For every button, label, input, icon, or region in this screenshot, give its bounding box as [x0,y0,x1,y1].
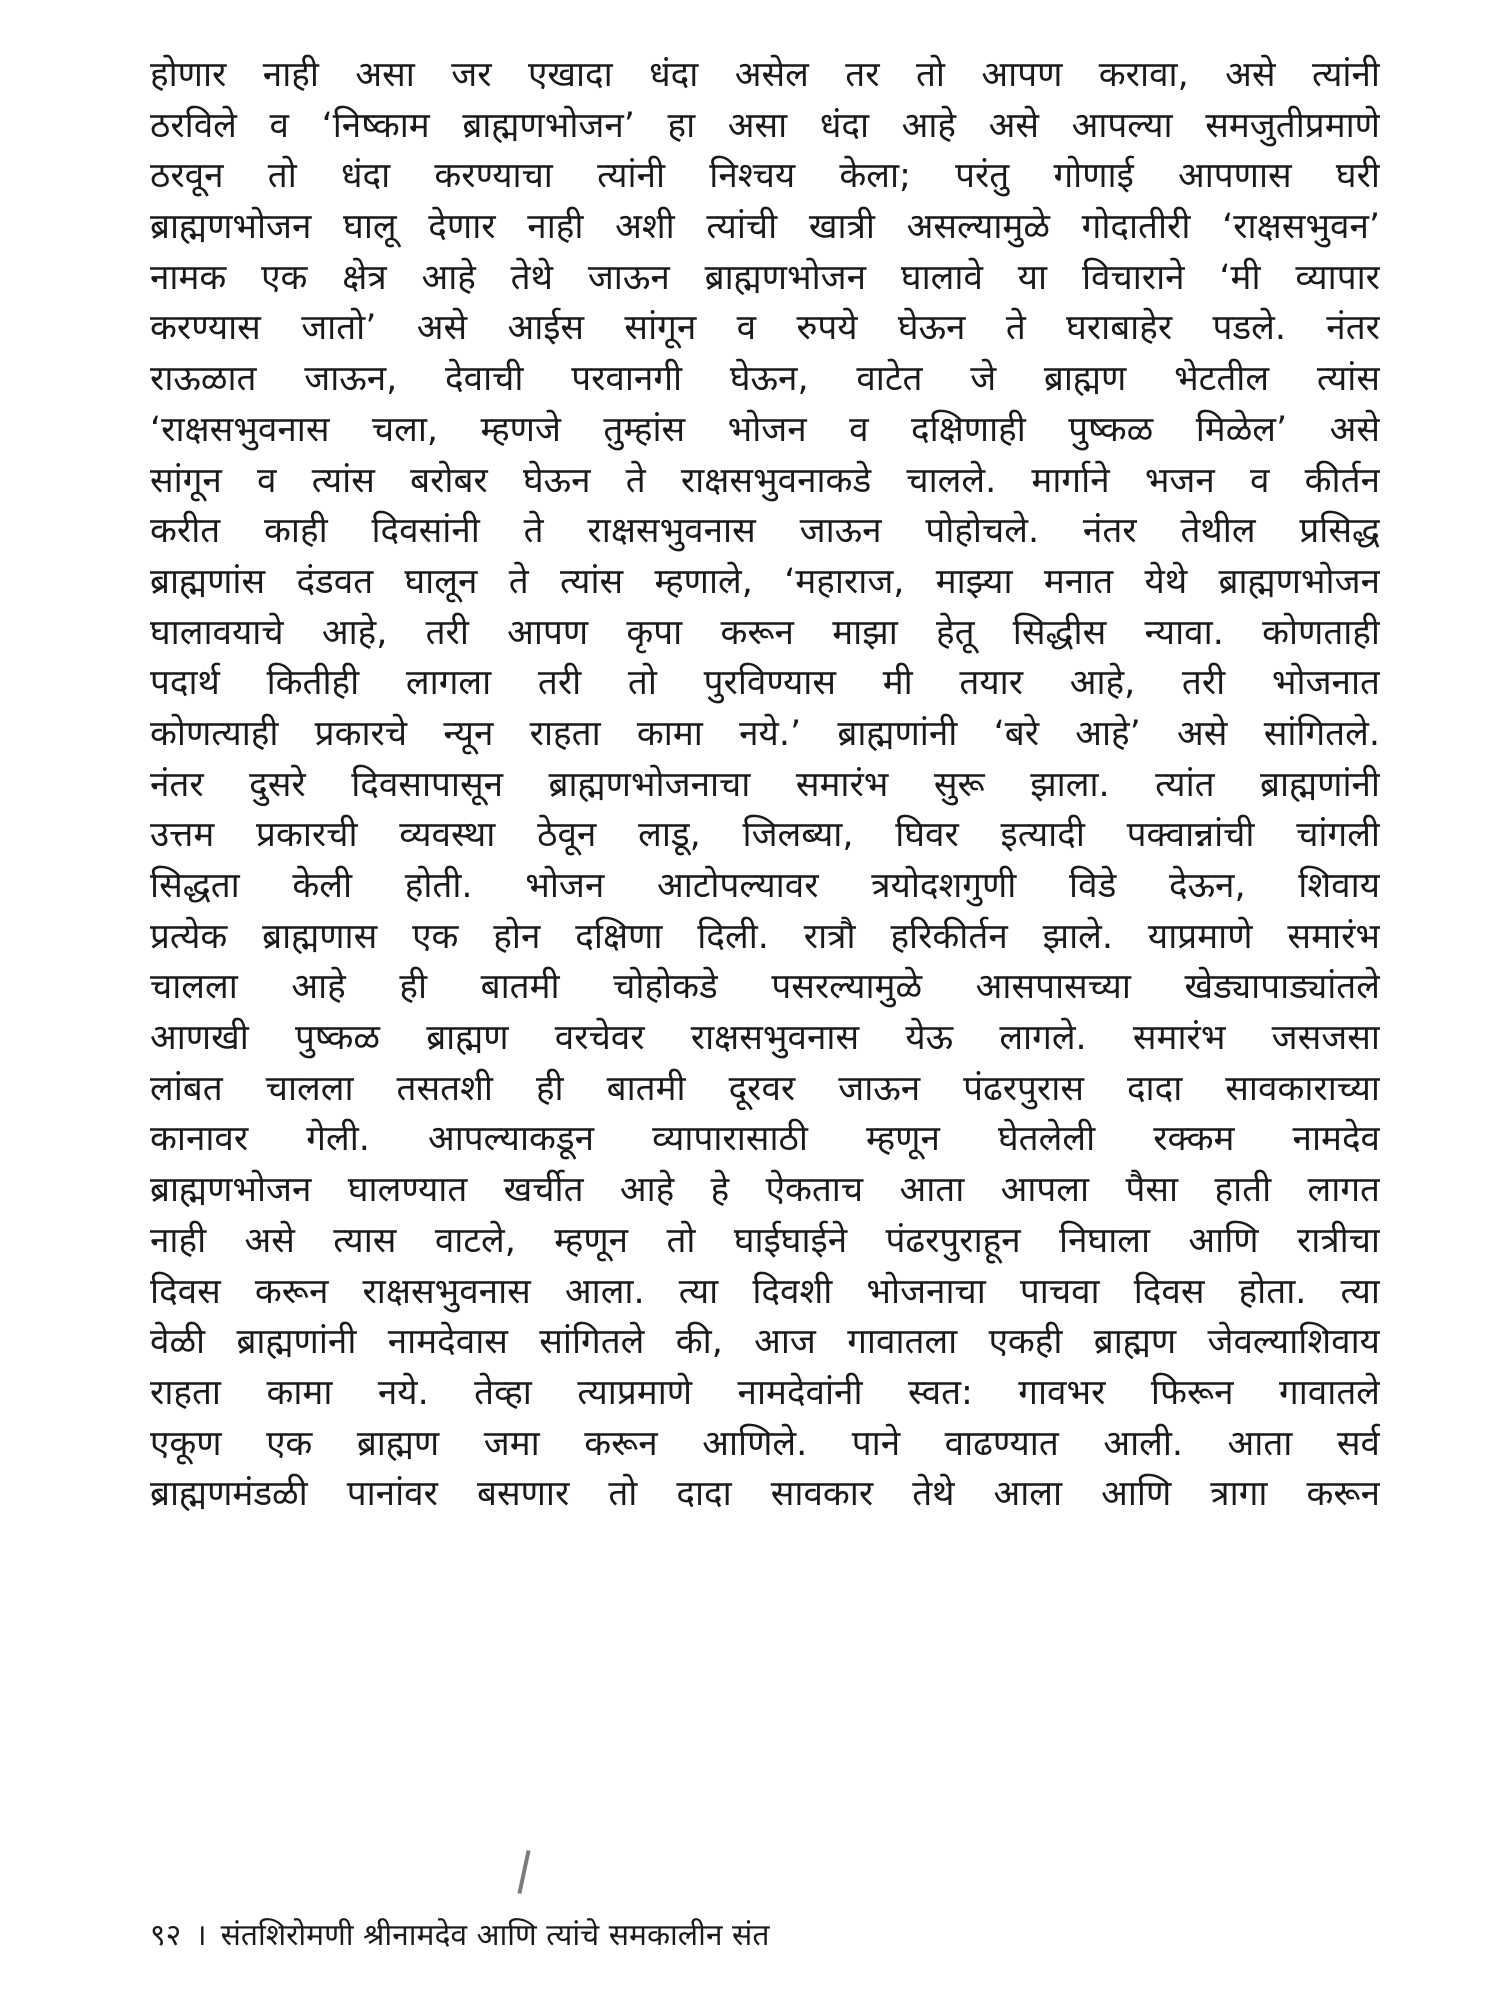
text-line: नाही असे त्यास वाटले, म्हणून तो घाईघाईने पंढरपुराहून निघाला आणि रात्रीचा [150,1220,1380,1261]
text-line: ठरविले व ‘निष्काम ब्राह्मणभोजन’ हा असा धंदा आहे असे आपल्या समजुतीप्रमाणे [150,105,1380,146]
text-line: घालावयाचे आहे, तरी आपण कृपा करून माझा हेतू सिद्धीस न्यावा. कोणताही [150,612,1380,653]
text-line: करण्यास जातो’ असे आईस सांगून व रुपये घेऊन ते घराबाहेर पडले. नंतर [150,308,1380,349]
text-line: वेळी ब्राह्मणांनी नामदेवास सांगितले की, आज गावातला एकही ब्राह्मण जेवल्याशिवाय [150,1322,1380,1363]
text-line: राहता कामा नये. तेव्हा त्याप्रमाणे नामदेवांनी स्वत: गावभर फिरून गावातले [150,1372,1380,1413]
text-line: होणार नाही असा जर एखादा धंदा असेल तर तो आपण करावा, असे त्यांनी [150,55,1380,95]
text-line: ब्राह्मणभोजन घालण्यात खर्चीत आहे हे ऐकताच आता आपला पैसा हाती लागत [150,1170,1380,1211]
footer-separator: । [195,1918,207,1953]
text-line: ‘राक्षसभुवनास चला, म्हणजे तुम्हांस भोजन व दक्षिणाही पुष्कळ मिळेल’ असे [150,409,1380,450]
text-line: राऊळात जाऊन, देवाची परवानगी घेऊन, वाटेत जे ब्राह्मण भेटतील त्यांस [150,359,1380,400]
text-line: कोणत्याही प्रकारचे न्यून राहता कामा नये.’ ब्राह्मणांनी ‘बरे आहे’ असे सांगितले. [150,713,1380,754]
text-line: ब्राह्मणमंडळी पानांवर बसणार तो दादा सावकार तेथे आला आणि त्रागा करून [150,1474,1380,1515]
page-footer [150,1912,1380,1960]
text-line: नामक एक क्षेत्र आहे तेथे जाऊन ब्राह्मणभोजन घालावे या विचाराने ‘मी व्यापार [150,257,1380,298]
text-line: उत्तम प्रकारची व्यवस्था ठेवून लाडू, जिलब्या, घिवर इत्यादी पक्वान्नांची चांगली [150,815,1380,856]
text-line: आणखी पुष्कळ ब्राह्मण वरचेवर राक्षसभुवनास येऊ लागले. समारंभ जसजसा [150,1018,1380,1059]
text-line: सांगून व त्यांस बरोबर घेऊन ते राक्षसभुवनाकडे चालले. मार्गाने भजन व कीर्तन [150,460,1380,501]
text-line: नंतर दुसरे दिवसापासून ब्राह्मणभोजनाचा समारंभ सुरू झाला. त्यांत ब्राह्मणांनी [150,764,1380,805]
text-line: पदार्थ कितीही लागला तरी तो पुरविण्यास मी तयार आहे, तरी भोजनात [150,663,1380,704]
text-line: प्रत्येक ब्राह्मणास एक होन दक्षिणा दिली. रात्रौ हरिकीर्तन झाले. याप्रमाणे समारंभ [150,916,1380,957]
text-line: एकूण एक ब्राह्मण जमा करून आणिले. पाने वाढण्यात आली. आता सर्व [150,1423,1380,1464]
text-line: सिद्धता केली होती. भोजन आटोपल्यावर त्रयोदशगुणी विडे देऊन, शिवाय [150,866,1380,906]
text-line: दिवस करून राक्षसभुवनास आला. त्या दिवशी भोजनाचा पाचवा दिवस होता. त्या [150,1271,1380,1312]
stray-pen-mark [517,1850,530,1894]
text-line: चालला आहे ही बातमी चोहोकडे पसरल्यामुळे आसपासच्या खेड्यापाड्यांतले [150,967,1380,1008]
text-line: ब्राह्मणभोजन घालू देणार नाही अशी त्यांची खात्री असल्यामुळे गोदातीरी ‘राक्षसभुवन’ [150,207,1380,248]
text-line: ठरवून तो धंदा करण्याचा त्यांनी निश्चय केला; परंतु गोणाई आपणास घरी [150,156,1380,197]
text-line: लांबत चालला तसतशी ही बातमी दूरवर जाऊन पंढरपुरास दादा सावकाराच्या [150,1068,1380,1109]
text-line: ब्राह्मणांस दंडवत घालून ते त्यांस म्हणाले, ‘महाराज, माझ्या मनात येथे ब्राह्मणभोजन [150,561,1380,602]
text-line: करीत काही दिवसांनी ते राक्षसभुवनास जाऊन पोहोचले. नंतर तेथील प्रसिद्ध [150,511,1380,552]
book-title: संतशिरोमणी श्रीनामदेव आणि त्यांचे समकालीन संत [220,1918,770,1953]
body-text [150,50,1380,1520]
page-number: ९२ [150,1918,182,1953]
text-line: कानावर गेली. आपल्याकडून व्यापारासाठी म्हणून घेतलेली रक्कम नामदेव [150,1119,1380,1160]
